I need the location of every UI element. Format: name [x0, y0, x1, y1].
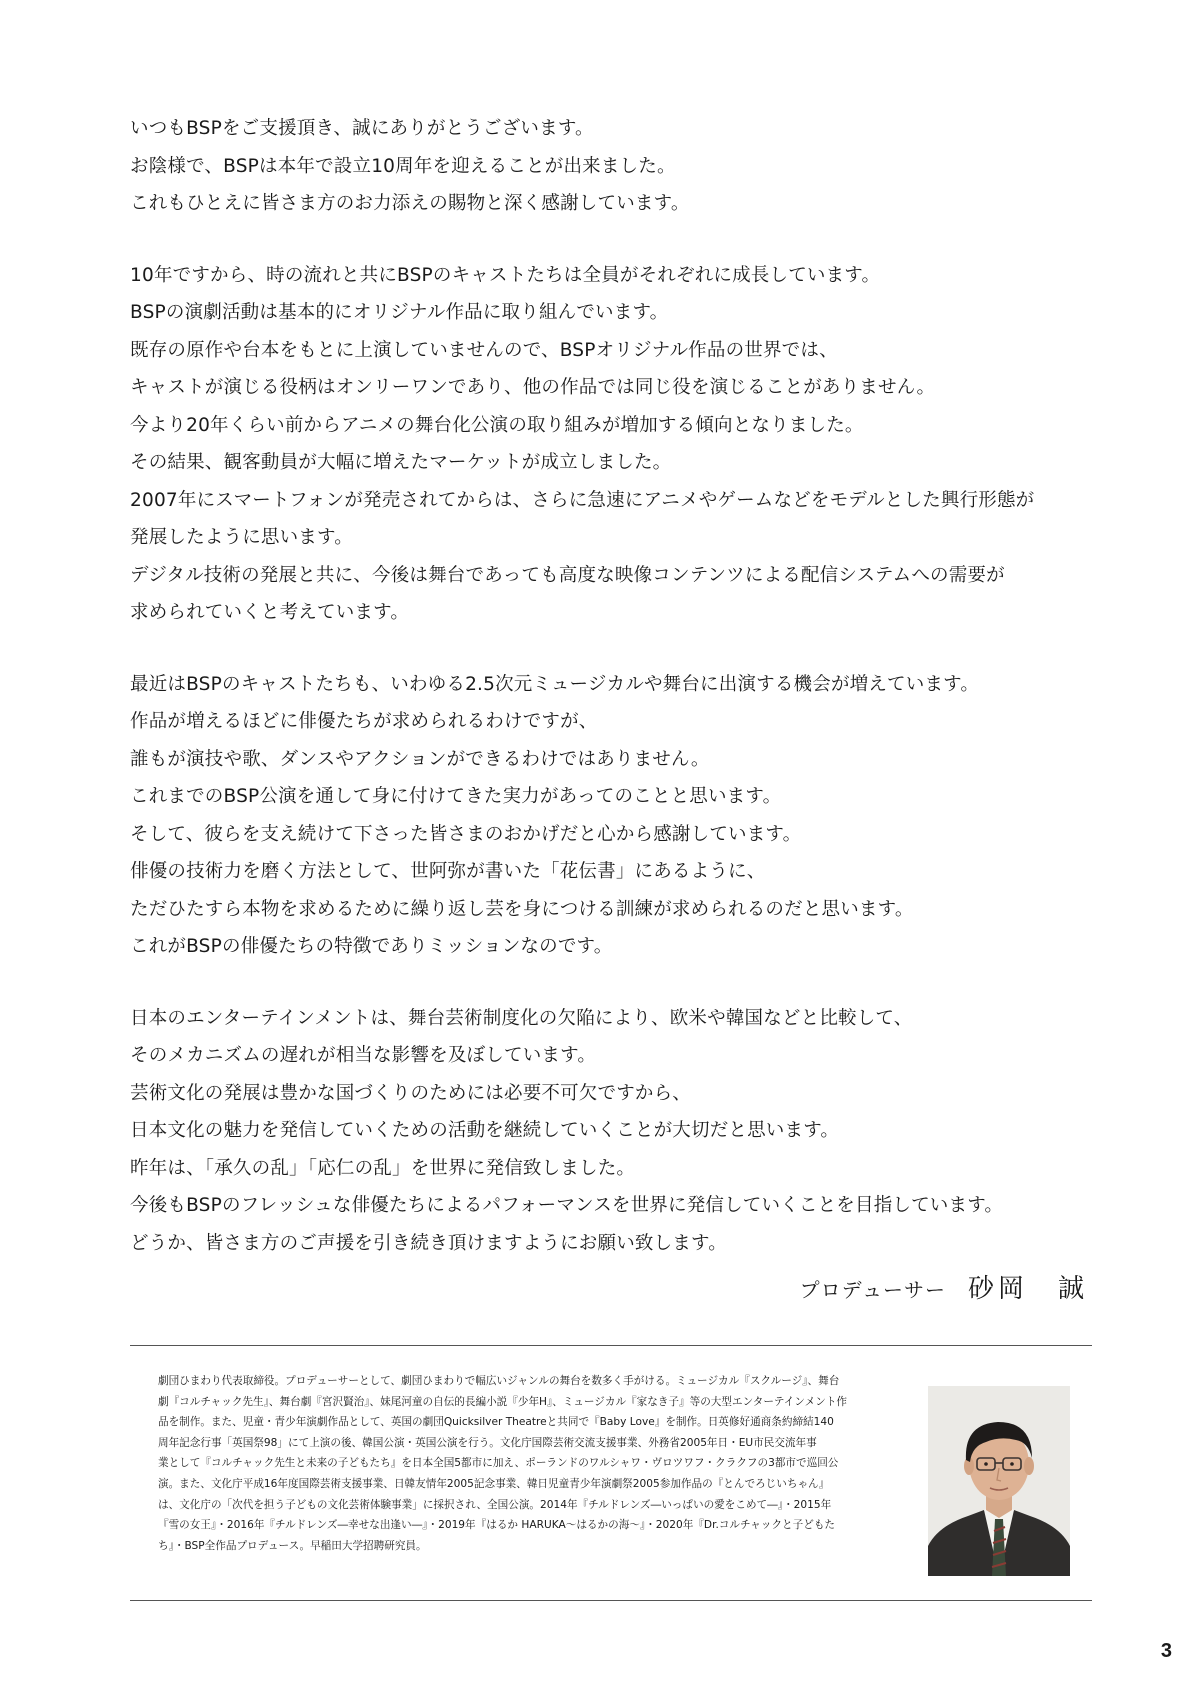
- biography-line: 品を制作。また、児童・青少年演劇作品として、英国の劇団Quicksilver Theatreと共同で『Baby Love』を制作。日英修好通商条約締結140: [158, 1416, 834, 1429]
- message-line: これもひとえに皆さま方のお力添えの賜物と深く感謝しています。: [130, 193, 690, 214]
- producer-biography: [158, 1371, 898, 1556]
- message-paragraph: [130, 257, 1090, 632]
- biography-line: ち』・BSP全作品プロデュース。早稲田大学招聘研究員。: [158, 1539, 427, 1552]
- biography-line: 劇団ひまわり代表取締役。プロデューサーとして、劇団ひまわりで幅広いジャンルの舞台を数多く手がける。ミュージカル『スクルージ』、舞台: [158, 1375, 840, 1387]
- message-line: これまでのBSP公演を通して身に付けてきた実力があってのことと思います。: [130, 786, 782, 807]
- message-paragraph: [130, 110, 1090, 223]
- biography-line: 『雪の女王』・2016年『チルドレンズ―幸せな出逢い―』・2019年『はるか HARUKA～はるかの海～』・2020年『Dr.コルチャックと子どもた: [158, 1519, 836, 1532]
- portrait-image: [928, 1386, 1070, 1576]
- biography-line: 演。また、文化庁平成16年度国際芸術支援事業、日韓友情年2005記念事業、韓日児童青少年演劇祭2005参加作品の『とんでろじいちゃん』: [158, 1477, 830, 1490]
- divider-bottom: [130, 1600, 1092, 1601]
- message-line: 作品が増えるほどに俳優たちが求められるわけですが、: [130, 711, 598, 732]
- message-line: その結果、観客動員が大幅に増えたマーケットが成立しました。: [130, 452, 672, 473]
- message-line: これがBSPの俳優たちの特徴でありミッションなのです。: [130, 936, 613, 957]
- producer-portrait: [928, 1386, 1070, 1576]
- message-line: 2007年にスマートフォンが発売されてからは、さらに急速にアニメやゲームなどをモデルとした興行形態が: [130, 489, 1035, 511]
- divider-top: [130, 1345, 1092, 1346]
- message-line: 発展したように思います。: [130, 527, 353, 548]
- message-line: 10年ですから、時の流れと共にBSPのキャストたちは全員がそれぞれに成長しています。: [130, 264, 881, 286]
- biography-line: 周年記念行事「英国祭98」にて上演の後、韓国公演・英国公演を行う。文化庁国際芸術交流支援事業、外務省2005年日・EU市民交流年事: [158, 1436, 817, 1449]
- message-line: いつもBSPをご支援頂き、誠にありがとうございます。: [130, 118, 594, 139]
- message-line: 昨年は、「承久の乱」「応仁の乱」を世界に発信致しました。: [130, 1157, 636, 1179]
- signature: [800, 1268, 1088, 1305]
- message-line: デジタル技術の発展と共に、今後は舞台であっても高度な映像コンテンツによる配信システムへの需要が: [130, 564, 1005, 586]
- message-line: 日本文化の魅力を発信していくための活動を継続していくことが大切だと思います。: [130, 1120, 840, 1141]
- message-line: 既存の原作や台本をもとに上演していませんので、BSPオリジナル作品の世界では、: [130, 339, 838, 361]
- signature-name: 砂岡 誠: [967, 1274, 1088, 1304]
- signature-role: プロデューサー: [799, 1278, 946, 1302]
- message-line: 芸術文化の発展は豊かな国づくりのためには必要不可欠ですから、: [130, 1082, 692, 1104]
- message-paragraph: [130, 1000, 1090, 1263]
- message-line: 最近はBSPのキャストたちも、いわゆる2.5次元ミュージカルや舞台に出演する機会が増えています。: [130, 673, 980, 695]
- message-paragraph: [130, 666, 1090, 966]
- message-line: そのメカニズムの遅れが相当な影響を及ぼしています。: [130, 1045, 597, 1066]
- message-line: 日本のエンターテインメントは、舞台芸術制度化の欠陥により、欧米や韓国などと比較して、: [130, 1007, 913, 1029]
- message-line: ただひたすら本物を求めるために繰り返し芸を身につける訓練が求められるのだと思います。: [130, 898, 914, 920]
- message-line: お陰様で、BSPは本年で設立10周年を迎えることが出来ました。: [130, 155, 676, 177]
- message-line: BSPの演劇活動は基本的にオリジナル作品に取り組んでいます。: [130, 302, 669, 323]
- message-line: 今後もBSPのフレッシュな俳優たちによるパフォーマンスを世界に発信していくことを目指しています。: [130, 1195, 1004, 1216]
- page-number: 3: [1160, 1640, 1172, 1662]
- message-line: そして、彼らを支え続けて下さった皆さまのおかげだと心から感謝しています。: [130, 823, 802, 845]
- biography-line: 業として『コルチャック先生と未来の子どもたち』を日本全国5都市に加え、ポーランドのワルシャワ・ヴロツワフ・クラクフの3都市で巡回公: [158, 1457, 839, 1470]
- message-line: 今より20年くらい前からアニメの舞台化公演の取り組みが増加する傾向となりました。: [130, 414, 864, 436]
- message-body: [130, 110, 1090, 1296]
- message-line: 求められていくと考えています。: [130, 602, 410, 623]
- message-line: 誰もが演技や歌、ダンスやアクションができるわけではありません。: [130, 748, 710, 770]
- biography-line: 劇『コルチャック先生』、舞台劇『宮沢賢治』、妹尾河童の自伝的長編小説『少年H』、ミュージカル『家なき子』等の大型エンターテインメント作: [158, 1395, 848, 1408]
- message-line: キャストが演じる役柄はオンリーワンであり、他の作品では同じ役を演じることがありません。: [130, 377, 936, 398]
- message-line: どうか、皆さま方のご声援を引き続き頂けますようにお願い致します。: [130, 1232, 727, 1254]
- message-line: 俳優の技術力を磨く方法として、世阿弥が書いた「花伝書」にあるように、: [130, 861, 766, 882]
- biography-line: は、文化庁の「次代を担う子どもの文化芸術体験事業」に採択され、全国公演。2014年『チルドレンズ―いっぱいの愛をこめて―』・2015年: [158, 1498, 832, 1511]
